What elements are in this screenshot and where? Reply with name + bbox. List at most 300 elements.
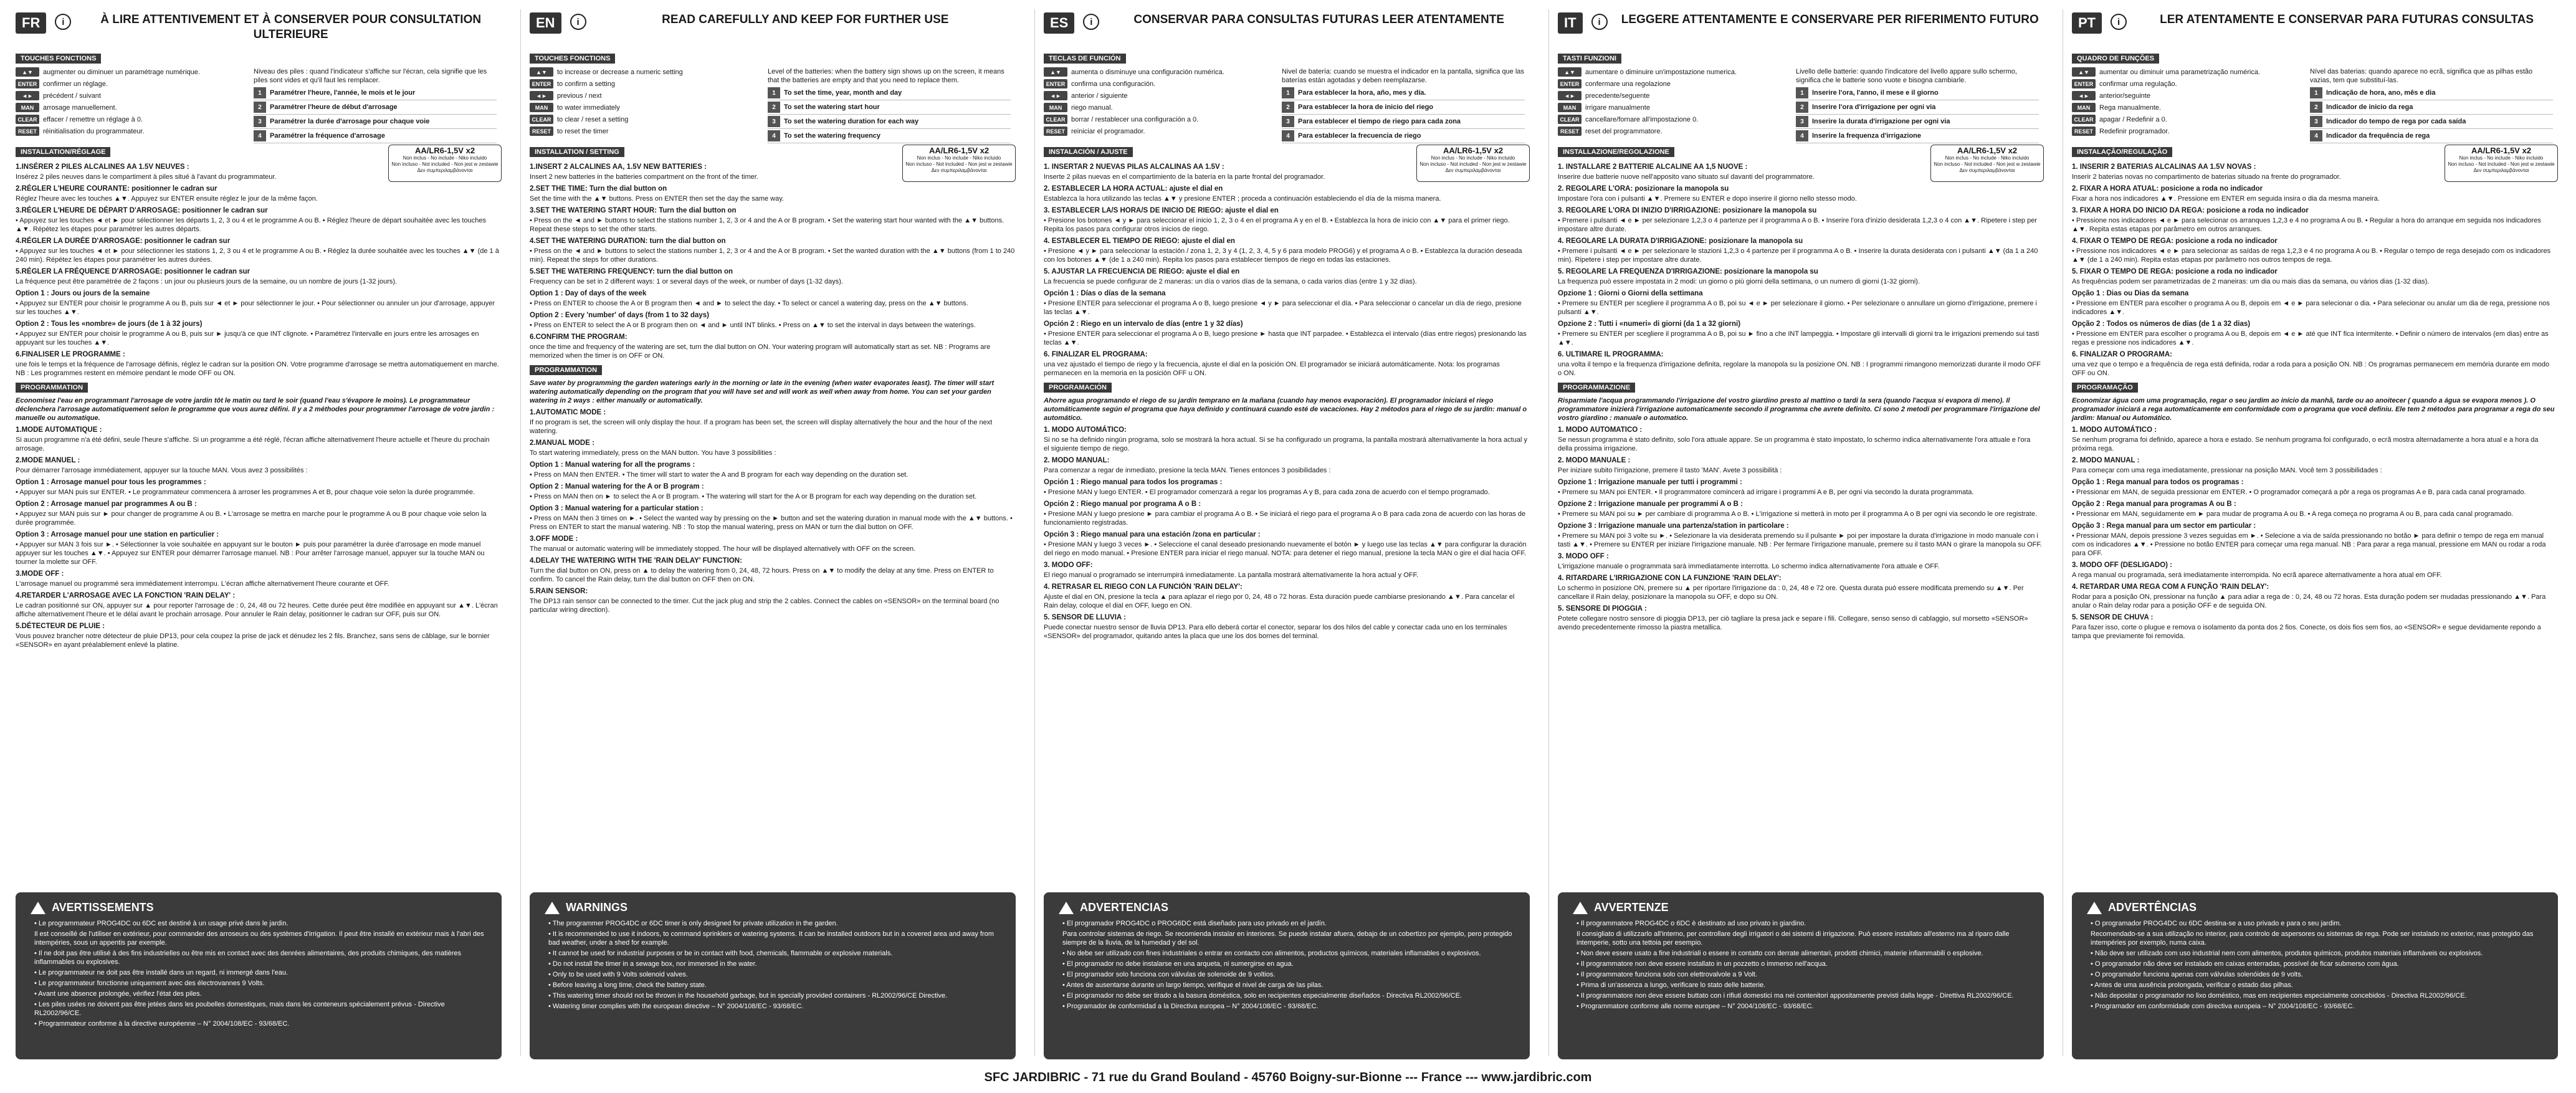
- key-symbol: MAN: [1558, 103, 1581, 112]
- programming-intro: Economisez l'eau en programmant l'arrosage de votre jardin tôt le matin ou tard le soir (quand l'eau s'évapore le moins). Le programmateur déclenchera l'arrosage automatiquement selon le programme que vous aurez défini. Il y a 2 méthodes pour programmer l'arrosage de votre jardin : manuelle ou automatique.: [16, 397, 495, 422]
- warnings-title: [2087, 901, 2558, 914]
- setting-label: Para establecer el tiempo de riego para cada zona: [1298, 118, 1461, 125]
- programming-step-text: • Pressionar em MAN, seguidamente em ► para mudar de programa A ou B. • A rega começa no programa A ou B, para cada canal programado.: [2072, 510, 2514, 518]
- warning-item: • Il ne doit pas être utilisé à des fins industrielles ou être mis en contact avec des denrées alimentaires, des produits chimiques, des matières inflammables ou explosives.: [34, 950, 461, 966]
- key-description: precedente/seguente: [1585, 92, 1650, 100]
- column-divider: [1548, 9, 1549, 1056]
- warning-item: • Le programmateur fonctionne uniquement avec des électrovannes 9 Volts.: [34, 980, 265, 987]
- setting-number: 2: [1282, 102, 1294, 113]
- column-header: [530, 12, 1016, 50]
- key-row: [16, 90, 246, 102]
- setting-row: [1282, 100, 1525, 115]
- warning-item: Para controlar sistemas de riego. Se recomienda instalar en interiores. Se puede instalar afuera, debajo de un cobertizo por ejemplo, pero protegido siempre de la lluvia, de la humedad y del sol.: [1062, 930, 1512, 947]
- install-step-text: • Press on ENTER to choose the A or B program then ◄ and ► to select the day. • To select or cancel a watering day, press on the ▲▼ buttons.: [530, 300, 968, 307]
- install-step-text: • Pressione nos indicadores ◄ e ► para selecionar as saídas de rega 1,2,3 e 4 no programa A ou B. • Regular o tempo de rega desejado com os indicadores ▲▼ (de 1 a 240 min). Repita estas etapas por parâmetro nos outros tempos de rega.: [2072, 247, 2551, 264]
- key-row: [16, 78, 246, 90]
- key-symbol: RESET: [16, 126, 39, 136]
- programming-step-heading: Opção 1 : Rega manual para todos os programas :: [2072, 479, 2244, 486]
- programming-step-heading: 1.MODE AUTOMATIQUE :: [16, 426, 102, 434]
- programming-step-heading: 3. MODO OFF:: [1044, 561, 1093, 569]
- setting-row: [2310, 100, 2553, 115]
- setting-number: 4: [1796, 130, 1808, 141]
- install-step-heading: 5. REGOLARE LA FREQUENZA D'IRRIGAZIONE: posizionare la manopola su: [1558, 268, 1818, 275]
- programming-step-text: • Appuyez sur MAN puis sur ► pour changer de programme A ou B. • L'arrosage se mettra en marche pour le programme A ou B pour chaque voie selon la durée programmée.: [16, 510, 487, 527]
- warning-item: • Il programmatore PROG4DC o 6DC è destinato ad uso privato in giardino.: [1577, 920, 1806, 927]
- install-step-text: Réglez l'heure avec les touches ▲▼. Appuyez sur ENTER ensuite réglez le jour de la même façon.: [16, 195, 318, 203]
- programming-step-heading: 2.MODE MANUEL :: [16, 457, 80, 464]
- warning-icon: [1573, 902, 1588, 914]
- install-step-heading: 1.INSÉRER 2 PILES ALCALINES AA 1.5V NEUVES :: [16, 163, 189, 171]
- programming-step-text: Para fazer isso, corte o plugue e remova o isolamento da ponta dos 2 fios. Conecte, os dois fios sem fios, ao «SENSOR» e segue devidamente repondo a tampa que previamente foi removida.: [2072, 624, 2541, 640]
- warning-item: • It cannot be used for industrial purposes or be in contact with food, chemicals, flammable or explosive materials.: [548, 950, 893, 957]
- setting-row: [254, 86, 497, 100]
- key-description: previous / next: [557, 92, 602, 100]
- key-row: [2072, 90, 2302, 102]
- section-label-programming: PROGRAMMATION: [530, 365, 602, 375]
- info-icon: i: [55, 14, 71, 30]
- programming-step-text: Para começar com uma rega imediatamente, pressionar na posição MAN. Você tem 3 possibilidades :: [2072, 467, 2382, 474]
- install-step-text: once the time and frequency of the watering are set, turn the dial button on ON. Your watering program will automatically start as set. NB : Programs are memorized when the timer is on OFF or ON.: [530, 343, 991, 360]
- setting-label: Inserire l'ora, l'anno, il mese e il giorno: [1812, 89, 1939, 97]
- programming-step-heading: Option 1 : Manual watering for all the programs :: [530, 461, 695, 469]
- setting-number: 1: [768, 87, 780, 98]
- setting-number: 3: [1282, 116, 1294, 127]
- setting-row: [1796, 100, 2039, 115]
- battery-box: [1930, 145, 2044, 182]
- setting-number: 2: [1796, 102, 1808, 113]
- programming-step-heading: 2.MANUAL MODE :: [530, 439, 594, 447]
- key-row: [2072, 102, 2302, 113]
- battery-level-note: Level of the batteries: when the battery sign shows up on the screen, it means that the batteries are empty and that you need to replace them.: [768, 68, 1004, 84]
- setting-label: Indicador do tempo de rega por cada saída: [2326, 118, 2466, 125]
- section-label-installation: INSTALLAZIONE/REGOLAZIONE: [1558, 147, 1674, 157]
- warnings-box: [1558, 892, 2044, 1059]
- warning-item: • Il programmatore funziona solo con elettrovalvole a 9 Volt.: [1577, 971, 1758, 978]
- warning-item: • Watering timer complies with the european directive – N° 2004/108/EC - 93/68/EC.: [548, 1003, 804, 1010]
- install-step-heading: 1. INSERTAR 2 NUEVAS PILAS ALCALINAS AA 1.5V :: [1044, 163, 1224, 171]
- install-step-text: • Appuyez sur ENTER pour choisir le programme A ou B, puis sur ◄ et ► pour sélectionner le jour. • Pour sélectionner ou annuler un jour d'arrosage, appuyer sur les touches ▲▼.: [16, 300, 495, 316]
- programming-step-text: • Presione MAN y luego 3 veces ►. • Seleccione el canal deseado presionando nuevamente el botón ► y luego use las teclas ▲▼ para configurar la duración del riego en modo manual. • Presione ENTER para iniciar el riego manual. NOTA: para detener el riego manual, presione la tecla MAN o gire el dial hacia OFF.: [1044, 541, 1527, 557]
- setting-row: [768, 100, 1011, 115]
- warning-item: Il consigliato di utilizzarlo all'interno, per controllare degli irrigatori o dei sistemi di irrigazione. Può essere installato all'esterno ma al riparo dalle intemperie, sotto una tettoia per esempio.: [1577, 930, 2010, 947]
- column-title: LER ATENTAMENTE E CONSERVAR PARA FUTURAS CONSULTAS: [2160, 13, 2534, 26]
- key-row: [1044, 113, 1274, 125]
- battery-box: [902, 145, 1016, 182]
- column-divider: [1034, 9, 1035, 1056]
- programming-step-heading: Opzione 2 : Irrigazione manuale per programmi A o B :: [1558, 500, 1743, 508]
- install-step-text: • Presione los botones ◄ y ► para seleccionar el inicio 1, 2, 3 o 4 en el programa A y en el B. • Establezca la hora de inicio con ▲▼ para el primer riego. Repita los pasos para configurar otros inicios de riego.: [1044, 217, 1510, 233]
- install-step-text: • Press on the ◄ and ► buttons to select the stations number 1, 2, 3 or 4 and the A or B program. • Set the watering start hour wanted with the ▲▼ buttons. Repeat these steps to set the other starts.: [530, 217, 1004, 233]
- warnings-box: [2072, 892, 2558, 1059]
- install-step-heading: 5. FIXAR O TEMPO DE REGA: posicione a roda no indicador: [2072, 268, 2278, 275]
- key-list: [1558, 66, 1788, 143]
- warning-item: • Programmatore conforme alle norme europee – N° 2004/108/EC - 93/68/EC.: [1577, 1003, 1814, 1010]
- section-label-installation: INSTALLATION / SETTING: [530, 147, 624, 157]
- key-symbol: MAN: [530, 103, 553, 112]
- programming-step-text: • Premere su MAN poi 3 volte su ►. • Selezionare la via desiderata premendo su il pulsante ► poi per impostare la durata d'irrigazione in modo manuale con i tasti ▲▼. • Premere su ENTER per iniziare l'irrigazione manuale. NB : Per fermare l'irrigazione manuale, premere su il tasto MAN o girare la manopola su OFF.: [1558, 532, 2042, 548]
- battery-box: [1416, 145, 1530, 182]
- warning-item: Il est conseillé de l'utiliser en extérieur, pour commander des arroseurs ou des systèmes d'irrigation. Il peut être installé en extérieur mais à l'abri des intempéries, sous un appentis par exemple.: [34, 930, 484, 947]
- settings-list: [768, 66, 1011, 143]
- language-column-pt: [2072, 12, 2558, 1066]
- programming-step-text: • Presione MAN y luego ENTER. • El programador comenzará a regar los programas A y B, para cada zona de acuerdo con el tiempo programado.: [1044, 489, 1490, 496]
- warnings-box: [530, 892, 1016, 1059]
- language-badge: ES: [1044, 12, 1074, 34]
- install-step-heading: 6. FINALIZAR EL PROGRAMA:: [1044, 351, 1148, 358]
- setting-row: [768, 129, 1011, 143]
- key-row: [16, 102, 246, 113]
- section-label-installation: INSTALACIÓN / AJUSTE: [1044, 147, 1133, 157]
- programming-step-text: • Appuyer sur MAN 3 fois sur ►. • Sélectionner la voie souhaitée en appuyant sur le bouton ► puis pour paramétrer la durée d'arrosage en mode manuel appuyer sur les touches ▲▼. • Appuyez sur ENTER pour démarrer l'arrosage manuel. NB : Pour arrêter l'arrosage manuel, appuyer sur la touche MAN ou tourner la molette sur OFF.: [16, 541, 485, 566]
- programming-step-text: If no program is set, the screen will only display the hour. If a program has been set, the screen will display alternatively the hour and the hour of the next watering.: [530, 419, 993, 435]
- language-badge: IT: [1558, 12, 1583, 34]
- battery-note: Non incluso - Not included - Non jest w zestawie: [1934, 161, 2041, 167]
- install-step-text: • Appuyez sur ENTER pour choisir le programme A ou B, puis sur ► jusqu'à ce que INT clignote. • Paramétrez l'intervalle en jours entre les arrosages en appuyant sur les touches ▲▼.: [16, 330, 479, 346]
- install-step-text: Inserire due batterie nuove nell'apposito vano situato sul davanti del programmatore.: [1558, 173, 1815, 181]
- setting-label: To set the watering frequency: [784, 132, 881, 140]
- programming-step-heading: 2. MODO MANUAL:: [1044, 457, 1110, 464]
- key-symbol: CLEAR: [2072, 115, 2096, 124]
- key-symbol: ▲▼: [530, 67, 553, 77]
- programming-step-heading: 1. MODO AUTOMÁTICO :: [2072, 426, 2157, 434]
- key-description: confirma una configuración.: [1071, 80, 1156, 88]
- setting-label: Para establecer la frecuencia de riego: [1298, 132, 1421, 140]
- key-description: arrosage manuellement.: [43, 103, 117, 112]
- key-description: to reset the timer: [557, 127, 609, 135]
- programming-step-text: • Pressionar em MAN, de seguida pressionar em ENTER. • O programador começará a pôr a rega os programas A e B, para cada canal programado.: [2072, 489, 2526, 496]
- warning-item: • Programador em conformidade com directiva europeia – N° 2004/108/EC - 93/68/EC.: [2091, 1003, 2355, 1010]
- battery-note: Non incluso - Not included - Non jest w zestawie: [905, 161, 1013, 167]
- install-step-heading: 2. FIXAR A HORA ATUAL: posicione a roda no indicador: [2072, 185, 2263, 193]
- install-step-heading: 1.INSERT 2 ALCALINES AA, 1.5V NEW BATTERIES :: [530, 163, 707, 171]
- key-description: confirmar uma regulação.: [2099, 80, 2177, 88]
- install-step-heading: 4.RÉGLER LA DURÉE D'ARROSAGE: positionner le cadran sur: [16, 237, 231, 245]
- battery-note: Non incluso - Not included - Non jest w zestawie: [391, 161, 499, 167]
- key-symbol: CLEAR: [530, 115, 553, 124]
- key-row: [1044, 125, 1274, 137]
- warnings-box: [16, 892, 502, 1059]
- battery-level-note: Nível das baterias: quando aparece no ecrã, significa que as pilhas estão vazias, tem que substituí-las.: [2310, 68, 2533, 84]
- programming-step-heading: 5.DÉTECTEUR DE PLUIE :: [16, 623, 105, 630]
- battery-note: Non inclus - No include - Niko incluido: [2459, 155, 2544, 161]
- programming-step-text: The manual or automatic watering will be immediately stopped. The hour will be displayed alternatively with OFF on the screen.: [530, 545, 916, 553]
- warning-icon: [1059, 902, 1074, 914]
- warning-item: • Prima di un'assenza a lungo, verificare lo stato delle batterie.: [1577, 981, 1766, 989]
- setting-label: Paramétrer l'heure, l'année, le mois et le jour: [270, 89, 416, 97]
- programming-step-text: • Premere su MAN poi ENTER. • Il programmatore comincerà ad irrigare i programmi A e B, per ogni via secondo la durata programmata.: [1558, 489, 1974, 496]
- install-step-heading: 3. FIXAR A HORA DO INICIO DA REGA: posicione a roda no indicador: [2072, 207, 2309, 214]
- battery-note: Non incluso - Not included - Non jest w zestawie: [1419, 161, 1527, 167]
- install-step-heading: Opção 2 : Todos os números de dias (de 1 a 32 dias): [2072, 320, 2251, 328]
- setting-label: Paramétrer la fréquence d'arrosage: [270, 132, 385, 140]
- key-row: [530, 102, 760, 113]
- key-symbol: ▲▼: [1558, 67, 1581, 77]
- battery-note: Δεν συμπεριλαμβάνονται: [1959, 168, 2015, 173]
- install-step-heading: 6. ULTIMARE IL PROGRAMMA:: [1558, 351, 1664, 358]
- install-step-heading: 6.CONFIRM THE PROGRAM:: [530, 333, 627, 341]
- install-step-text: • Presione ENTER para seleccionar el programa A o B, luego presione ◄ y ► para seleccionar el día. • Para seleccionar o cancelar un día de riego, presione las teclas ▲▼.: [1044, 300, 1522, 316]
- setting-label: Indicação de hora, ano, mês e dia: [2326, 89, 2436, 97]
- programming-step-text: • Appuyer sur MAN puis sur ENTER. • Le programmateur commencera à arroser les programmes A et B, pour chaque voie selon la durée programmée.: [16, 489, 475, 496]
- programming-step-heading: Opzione 3 : Irrigazione manuale una partenza/station in particolare :: [1558, 522, 1789, 530]
- battery-level-note: Nivel de batería: cuando se muestra el indicador en la pantalla, significa que las baterías están agotadas y deben reemplazarse.: [1282, 68, 1524, 84]
- setting-row: [2310, 86, 2553, 100]
- key-list: [530, 66, 760, 143]
- key-row: [1558, 66, 1788, 78]
- warnings-title: [31, 901, 502, 914]
- column-title: CONSERVAR PARA CONSULTAS FUTURAS LEER ATENTAMENTE: [1133, 13, 1504, 26]
- section-label-functions: TOUCHES FONCTIONS: [530, 54, 615, 64]
- column-title: READ CAREFULLY AND KEEP FOR FURTHER USE: [662, 13, 949, 26]
- programming-step-text: Vous pouvez brancher notre détecteur de pluie DP13, pour cela coupez la prise de jack et dénudez les 2 fils. Branchez, sans sens de câblage, sur le bornier «SENSOR» en ayant préalablement enlevé la platine.: [16, 632, 490, 649]
- install-step-heading: 4. REGOLARE LA DURATA D'IRRIGAZIONE: posizionare la manopola su: [1558, 237, 1803, 245]
- warning-item: • Avant une absence prolongée, vérifiez l'état des piles.: [34, 990, 202, 998]
- warning-item: • El programador no debe instalarse en una arqueta, ni sumergirse en agua.: [1062, 960, 1294, 968]
- battery-note: Non inclus - No include - Niko incluido: [1431, 155, 1515, 161]
- programming-step-text: The DP13 rain sensor can be connected to the timer. Cut the jack plug and strip the 2 cables. Connect the cables on «SENSOR» on the terminal board (no particular wiring direction).: [530, 598, 999, 614]
- programming-step-heading: 1. MODO AUTOMATICO :: [1558, 426, 1643, 434]
- key-symbol: ◄►: [2072, 91, 2096, 100]
- warning-item: • Não depositar o programador no lixo doméstico, mas em recipientes especialmente concebidos - Directiva RL2002/96/CE.: [2091, 992, 2467, 1000]
- column-header: [1558, 12, 2044, 50]
- programming-step-text: To start watering immediately, press on the MAN button. You have 3 possibilities :: [530, 449, 776, 457]
- programming-step-text: Ajuste el dial en ON, presione la tecla ▲ para aplazar el riego por 0, 24, 48 o 72 horas. Esta duración puede cambiarse presionando ▲▼. Para cancelar el Rain delay, coloque el dial en OFF, luego en ON.: [1044, 593, 1515, 609]
- column-header: [2072, 12, 2558, 50]
- key-row: [16, 66, 246, 78]
- language-column-fr: [16, 12, 502, 1066]
- key-symbol: ENTER: [2072, 79, 2096, 88]
- install-step-heading: Opzione 2 : Tutti i «numeri» di giorni (da 1 a 32 giorni): [1558, 320, 1741, 328]
- key-description: effacer / remettre un réglage à 0.: [43, 115, 143, 123]
- setting-row: [254, 129, 497, 143]
- warning-item: • The programmer PROG4DC or 6DC timer is only designed for private utilization in the garden.: [548, 920, 838, 927]
- battery-label: AA/LR6-1,5V x2: [1957, 146, 2018, 155]
- install-step-text: una vez ajustado el tiempo de riego y la frecuencia, ajuste el dial en la posición ON. El programador se iniciará automáticamente. Nota: los programas permanecen en la memoria en la posición OFF u ON.: [1044, 361, 1500, 377]
- key-symbol: ENTER: [530, 79, 553, 88]
- warnings-title: [1059, 901, 1530, 914]
- key-row: [530, 90, 760, 102]
- key-row: [1558, 102, 1788, 113]
- install-step-heading: 6. FINALIZAR O PROGRAMA:: [2072, 351, 2172, 358]
- programming-step-text: Pour démarrer l'arrosage immédiatement, appuyer sur la touche MAN. Vous avez 3 possibilités :: [16, 467, 308, 474]
- programming-step-heading: 1.AUTOMATIC MODE :: [530, 409, 606, 416]
- key-row: [16, 125, 246, 137]
- warning-item: • El programador no debe ser tirado a la basura doméstica, solo en recipientes especialmente diseñados - Directiva RL2002/96/CE.: [1062, 992, 1462, 1000]
- language-column-es: [1044, 12, 1530, 1066]
- programming-step-heading: 4. RITARDARE L'IRRIGAZIONE CON LA FUNZIONE 'RAIN DELAY':: [1558, 575, 1782, 582]
- key-symbol: RESET: [1558, 126, 1581, 136]
- column-header: [16, 12, 502, 50]
- key-list: [2072, 66, 2302, 143]
- setting-row: [1282, 115, 1525, 129]
- battery-note: Δεν συμπεριλαμβάνονται: [931, 168, 987, 173]
- install-step-heading: 4. ESTABLECER EL TIEMPO DE RIEGO: ajuste el dial en: [1044, 237, 1235, 245]
- programming-step-heading: 3. MODO OFF (DESLIGADO) :: [2072, 561, 2172, 569]
- warning-item: Recomendado-se a sua utilização no interior, para controlo de aspersores ou sistemas de rega. Pode ser instalado no exterior, mas protegido das intempéries por exemplo, numa caixa.: [2091, 930, 2534, 947]
- programming-step-heading: Option 3 : Arrosage manuel pour une station en particulier :: [16, 531, 219, 538]
- language-column-it: [1558, 12, 2044, 1066]
- setting-number: 2: [254, 102, 266, 113]
- install-step-text: • Premere i pulsanti ◄ e ► per selezionare 1,2,3 o 4 partenze per il programma A o B. • Inserire l'ora d'inizio desiderata 1,2,3 o 4 con ▲▼. Ripetere i step per impostare altre durate.: [1558, 217, 2038, 233]
- warnings-title-text: WARNINGS: [566, 901, 627, 914]
- install-step-heading: 4.SET THE WATERING DURATION: turn the dial button on: [530, 237, 726, 245]
- programming-step-heading: 3.MODE OFF :: [16, 570, 64, 578]
- programming-step-text: • Presione MAN y luego presione ► para cambiar el programa A o B. • Se iniciará el riego para el programa A o B para cada zona de acuerdo con las horas de funcionamiento registradas.: [1044, 510, 1526, 527]
- key-description: reset del programmatore.: [1585, 127, 1662, 135]
- key-row: [1558, 90, 1788, 102]
- battery-level-note: Niveau des piles : quand l'indicateur s'affiche sur l'écran, cela signifie que les piles sont vides et qu'il faut les remplacer.: [254, 68, 487, 84]
- battery-label: AA/LR6-1,5V x2: [1443, 146, 1504, 155]
- setting-label: To set the watering start hour: [784, 103, 880, 111]
- install-step-text: Fixar a hora nos indicadores ▲▼. Pressione em ENTER em seguida insira o dia da mesma maneira.: [2072, 195, 2380, 203]
- install-step-text: As frequências podem ser parametrizadas de 2 maneiras: um dia ou mais dias da semana, ou vários dias (1-32 dias).: [2072, 278, 2430, 285]
- column-divider: [520, 9, 521, 1056]
- install-step-text: une fois le temps et la fréquence de l'arrosage définis, réglez le cadran sur la position ON. Votre programme d'arrosage se mettra automatiquement en marche. NB : Les programmes restent en mémoire pendant le mode OFF ou ON.: [16, 361, 499, 377]
- info-icon: i: [570, 14, 586, 30]
- install-step-heading: 4. FIXAR O TEMPO DE REGA: posicione a roda no indicador: [2072, 237, 2278, 245]
- programming-step-heading: Option 2 : Arrosage manuel par programmes A ou B :: [16, 500, 197, 508]
- setting-number: 2: [2310, 102, 2322, 113]
- key-row: [2072, 125, 2302, 137]
- install-step-heading: 5.RÉGLER LA FRÉQUENCE D'ARROSAGE: positionner le cadran sur: [16, 268, 250, 275]
- setting-label: To set the watering duration for each way: [784, 118, 919, 125]
- install-step-heading: 1. INSERIR 2 BATERIAS ALCALINAS AA 1.5V NOVAS :: [2072, 163, 2256, 171]
- warning-item: • Le programmateur ne doit pas être installé dans un regard, ni immergé dans l'eau.: [34, 969, 289, 976]
- programming-step-heading: 2. MODO MANUALE :: [1558, 457, 1631, 464]
- key-symbol: ENTER: [1044, 79, 1067, 88]
- functions-block: [530, 66, 1016, 143]
- install-step-text: Establezca la hora utilizando las teclas ▲▼ y presione ENTER ; proceda a continuación estableciendo el día de la misma manera.: [1044, 195, 1441, 203]
- warning-item: • Il programmatore non deve essere buttato con i rifiuti domestici ma nei contenitori appositamente previsti dalla legge - Direttiva RL2002/96/CE.: [1577, 992, 2014, 1000]
- programming-step-text: • Press on MAN then on ► to select the A or B program. • The watering will start for the A or B program for each way depending on the duration set.: [530, 493, 977, 500]
- setting-number: 4: [768, 130, 780, 141]
- install-step-text: • Presione ENTER para seleccionar el programa A o B, luego presione ► hasta que INT parpadee. • Establezca el intervalo (días entre riegos) presionando las teclas ▲▼.: [1044, 330, 1527, 346]
- install-step-heading: 2.RÉGLER L'HEURE COURANTE: positionner le cadran sur: [16, 185, 217, 193]
- setting-row: [1796, 129, 2039, 143]
- key-symbol: RESET: [530, 126, 553, 136]
- key-description: apagar / Redefinir a 0.: [2099, 115, 2167, 123]
- warning-item: • O programador PROG4DC ou 6DC destina-se a uso privado e para o seu jardim.: [2091, 920, 2342, 927]
- key-symbol: RESET: [1044, 126, 1067, 136]
- programming-step-text: L'arrosage manuel ou programmé sera immédiatement interrompu. L'écran affiche alternativement l'heure courante et OFF.: [16, 580, 389, 588]
- setting-row: [2310, 115, 2553, 129]
- battery-level-note: Livello delle batterie: quando l'indicatore del livello appare sullo schermo, significa che le batterie sono vuote e bisogna cambiarle.: [1796, 68, 2017, 84]
- programming-step-heading: 5. SENSORE DI PIOGGIA :: [1558, 605, 1647, 613]
- key-row: [1044, 90, 1274, 102]
- setting-row: [1796, 115, 2039, 129]
- programming-step-heading: Opzione 1 : Irrigazione manuale per tutti i programmi :: [1558, 479, 1742, 486]
- setting-number: 2: [768, 102, 780, 113]
- install-step-text: • Press on ENTER to select the A or B program then on ◄ and ► until INT blinks. • Press on ▲▼ to set the interval in days between the waterings.: [530, 322, 976, 329]
- warnings-box: [1044, 892, 1530, 1059]
- programming-step-text: Le cadran positionné sur ON, appuyer sur ▲ pour reporter l'arrosage de : 0, 24, 48 ou 72 heures. Cette durée peut être modifiée en appuyant sur ▲▼. L'écran affiche alternativement l'heure et le délai avant le prochain arrosage. Pour annuler le Rain delay, positionner le cadran sur OFF, puis sur ON.: [16, 602, 498, 618]
- key-description: confirmer un réglage.: [43, 80, 108, 88]
- install-step-text: Frequency can be set in 2 different ways: 1 or several days of the week, or number of days (1-32 days).: [530, 278, 843, 285]
- programming-step-heading: Option 1 : Arrosage manuel pour tous les programmes :: [16, 479, 206, 486]
- section-label-functions: TASTI FUNZIONI: [1558, 54, 1621, 64]
- install-step-heading: Opção 1 : Dias ou Dias da semana: [2072, 290, 2189, 297]
- programming-step-text: Puede conectar nuestro sensor de lluvia DP13. Para ello deberá cortar el conector, separar los dos hilos del cable y conectar cada uno en los terminales «SENSOR» del programador, quitando antes la placa que une los dos bornes del terminal.: [1044, 624, 1507, 640]
- info-icon: i: [2111, 14, 2127, 30]
- key-row: [530, 113, 760, 125]
- battery-note: Δεν συμπεριλαμβάνονται: [417, 168, 473, 173]
- key-row: [2072, 113, 2302, 125]
- key-symbol: MAN: [16, 103, 39, 112]
- warning-item: • Le programmateur PROG4DC ou 6DC est destiné à un usage privé dans le jardin.: [34, 920, 289, 927]
- install-step-text: La fréquence peut être paramétrée de 2 façons : un jour ou plusieurs jours de la semaine, ou un nombre de jours (1-32 jours).: [16, 278, 398, 285]
- warning-icon: [545, 902, 560, 914]
- programming-step-text: Rodar para a posição ON, pressionar na função ▲ para adiar a rega de : 0, 24, 48 ou 72 horas. Esta duração podem ser mudadas pressionando ▲▼. Para anular o Rain delay rodar para a posição OFF e de seguida ON.: [2072, 593, 2546, 609]
- programming-step-text: Si no se ha definido ningún programa, solo se mostrará la hora actual. Si se ha configurado un programa, la pantalla mostrará alternativamente la hora actual y el siguiente tiempo de riego.: [1044, 436, 1527, 452]
- install-step-heading: 3. REGOLARE L'ORA DI INIZIO D'IRRIGAZIONE: posizionare la manopola su: [1558, 207, 1817, 214]
- programming-step-text: Lo schermo in posizione ON, premere su ▲ per riportare l'irrigazione da : 0, 24, 48 e 72 ore. Questa durata può essere modificata premendo su ▲▼. Per cancellare il Rain delay, posizionare la manopola su OFF, e dopo su ON.: [1558, 585, 2024, 601]
- setting-label: Para establecer la hora de inicio del riego: [1298, 103, 1434, 111]
- warning-item: • This watering timer should not be thrown in the household garbage, but in specially provided containers - RL2002/96/CE Directive.: [548, 992, 948, 1000]
- key-symbol: ENTER: [1558, 79, 1581, 88]
- setting-number: 3: [1796, 116, 1808, 127]
- programming-step-text: Turn the dial button on ON, press on ▲ to delay the watering from 0, 24, 48, 72 hours. Press on ▲▼ to modify the delay at any time. Press on ENTER to confirm. To cancel the Rain delay, turn the dial button on OFF then on ON.: [530, 567, 994, 583]
- setting-label: Paramétrer l'heure de début d'arrosage: [270, 103, 398, 111]
- key-symbol: ◄►: [16, 91, 39, 100]
- install-step-heading: Option 2 : Tous les «nombre» de jours (de 1 à 32 jours): [16, 320, 203, 328]
- language-badge: FR: [16, 12, 46, 34]
- warning-icon: [31, 902, 45, 914]
- install-step-text: • Appuyez sur les touches ◄ et ► pour sélectionner les départs 1, 2, 3 ou 4 et le programme A ou B. • Réglez l'heure de départ souhaitée avec les touches ▲▼. Répétez les étapes pour paramétrer les autres départs.: [16, 217, 486, 233]
- key-symbol: ◄►: [530, 91, 553, 100]
- warning-item: • Les piles usées ne doivent pas être jetées dans les poubelles domestiques, mais dans les conteneurs spécialement prévus - Directive RL2002/96/CE.: [34, 1001, 445, 1017]
- key-description: réinitialisation du programmateur.: [43, 127, 145, 135]
- warnings-title: [1573, 901, 2044, 914]
- key-symbol: ◄►: [1558, 91, 1581, 100]
- setting-row: [1796, 86, 2039, 100]
- key-description: cancellare/fornare all'impostazione 0.: [1585, 115, 1699, 123]
- install-step-text: Insert 2 new batteries in the batteries compartment on the front of the timer.: [530, 173, 758, 181]
- warning-item: • Non deve essere usato a fine industriali o essere in contatto con derrate alimentari, prodotti chimici, materie infiammabili o esplosive.: [1577, 950, 1983, 957]
- battery-label: AA/LR6-1,5V x2: [2471, 146, 2532, 155]
- info-icon: i: [1591, 14, 1608, 30]
- programming-step-heading: Option 2 : Manual watering for the A or B program :: [530, 483, 704, 490]
- programming-step-heading: Option 3 : Manual watering for a particular station :: [530, 505, 704, 512]
- programming-step-heading: 3.OFF MODE :: [530, 535, 578, 543]
- warning-item: • Before leaving a long time, check the battery state.: [548, 981, 707, 989]
- settings-list: [1282, 66, 1525, 143]
- setting-number: 3: [768, 116, 780, 127]
- programming-step-heading: Opção 3 : Rega manual para um sector em particular :: [2072, 522, 2256, 530]
- key-description: to water immediately: [557, 103, 620, 112]
- install-step-text: • Appuyez sur les touches ◄ et ► pour sélectionner les stations 1, 2, 3 ou 4 et le programme A ou B. • Réglez la durée souhaitée avec les touches ▲▼ (de 1 à 240 min). Répétez les étapes pour paramétrer les autres durées.: [16, 247, 499, 264]
- key-symbol: MAN: [1044, 103, 1067, 112]
- warning-item: • Il programmatore non deve essere installato in un pozzetto o immerso nell'acqua.: [1577, 960, 1828, 968]
- key-row: [530, 125, 760, 137]
- install-step-text: Inserir 2 baterias novas no compartimento de baterias situado na frente do programador.: [2072, 173, 2341, 181]
- warning-item: • Não deve ser utilizado com uso industrial nem com alimentos, produtos químicos, produtos materiais inflamáveis ou explosivos.: [2091, 950, 2483, 957]
- setting-label: Para establecer la hora, año, mes y día.: [1298, 89, 1426, 97]
- battery-label: AA/LR6-1,5V x2: [414, 146, 475, 155]
- programming-step-heading: 1. MODO AUTOMÁTICO:: [1044, 426, 1127, 434]
- settings-list: [254, 66, 497, 143]
- section-label-installation: INSTALLATION/RÉGLAGE: [16, 147, 110, 157]
- setting-number: 3: [2310, 116, 2322, 127]
- programming-step-heading: 5. SENSOR DE CHUVA :: [2072, 614, 2154, 621]
- setting-number: 3: [254, 116, 266, 127]
- section-label-programming: PROGRAMMATION: [16, 383, 88, 393]
- install-step-text: • Presione ◄ y ► para seleccionar la estación / zona 1, 2, 3 y 4 (1, 2, 3, 4, 5 y 6 para modelo PROG6) y el programa A o B. • Establezca la duración deseada con los botones ▲▼ (de 1 a 240 min). Repita los pasos para establecer tiempos de riego en todas las estaciones.: [1044, 247, 1522, 264]
- setting-label: Inserire la frequenza d'irrigazione: [1812, 132, 1922, 140]
- battery-note: Δεν συμπεριλαμβάνονται: [2473, 168, 2529, 173]
- battery-note: Non incluso - Not included - Non jest w zestawie: [2448, 161, 2555, 167]
- install-step-heading: 3.RÉGLER L'HEURE DE DÉPART D'ARROSAGE: positionner le cadran sur: [16, 207, 268, 214]
- key-symbol: ▲▼: [2072, 67, 2096, 77]
